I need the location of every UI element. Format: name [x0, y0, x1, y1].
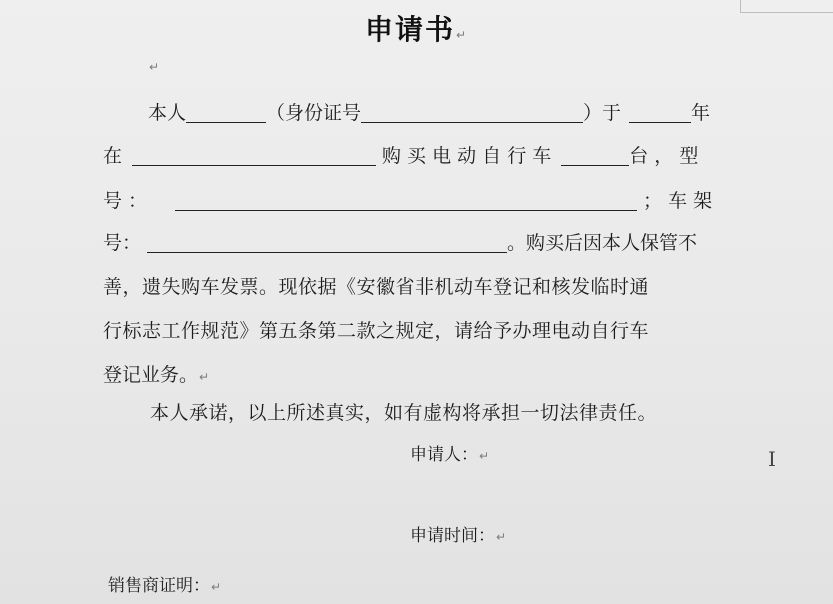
text-id-number: （身份证号 — [266, 102, 362, 124]
blank-count[interactable] — [561, 147, 629, 166]
text-zai: 在 — [103, 145, 123, 167]
paragraph-mark: ↵ — [149, 60, 160, 74]
line-7 — [103, 363, 403, 389]
text-tai-model: 台 ， 型 — [629, 145, 699, 167]
document-title — [0, 8, 833, 48]
seller-proof-line — [108, 574, 308, 599]
text-buy-ebike: 购 买 电 动 自 行 车 — [382, 145, 552, 167]
text-register: 登记业务。 — [103, 364, 199, 386]
text-benren: 本人 — [148, 102, 187, 124]
paragraph-mark: ↵ — [496, 530, 507, 544]
blank-id-number[interactable] — [361, 104, 583, 123]
paragraph-mark: ↵ — [455, 28, 469, 42]
line-2 — [103, 144, 740, 168]
text-model-label: 号 ： — [103, 190, 148, 212]
line-1 — [148, 101, 740, 125]
blank-model[interactable] — [175, 192, 637, 211]
line-6: 行标志工作规范》第五条第二款之规定，请给予办理电动自行车 — [103, 320, 650, 342]
blank-frame-number[interactable] — [147, 234, 507, 253]
text-year: 年 — [691, 102, 711, 124]
apply-time-label: 申请时间： — [410, 526, 495, 546]
line-3 — [103, 189, 740, 213]
applicant-label: 申请人： — [410, 445, 478, 465]
text-after-purchase: 。购买后因本人保管不 — [507, 232, 698, 254]
line-8-pledge: 本人承诺，以上所述真实，如有虚构将承担一切法律责任。 — [150, 402, 658, 424]
title-text: 申请书 — [364, 13, 455, 46]
paragraph-mark: ↵ — [479, 449, 490, 463]
line-5: 善，遗失购车发票。现依据《安徽省非机动车登记和核发临时通 — [103, 276, 650, 298]
seller-proof-label: 销售商证明： — [108, 576, 210, 596]
text-cursor-icon: I — [768, 447, 776, 471]
blank-store[interactable] — [132, 147, 376, 166]
text-number-label: 号： — [103, 232, 142, 254]
text-yu: ）于 — [583, 102, 622, 124]
paragraph-mark: ↵ — [199, 370, 210, 384]
blank-year[interactable] — [629, 104, 691, 123]
text-frame-label: ； 车 架 — [643, 190, 713, 212]
blank-name[interactable] — [186, 104, 266, 123]
paragraph-mark: ↵ — [211, 580, 222, 594]
apply-time-line — [410, 524, 610, 549]
applicant-line — [410, 443, 610, 468]
line-4 — [103, 231, 740, 255]
